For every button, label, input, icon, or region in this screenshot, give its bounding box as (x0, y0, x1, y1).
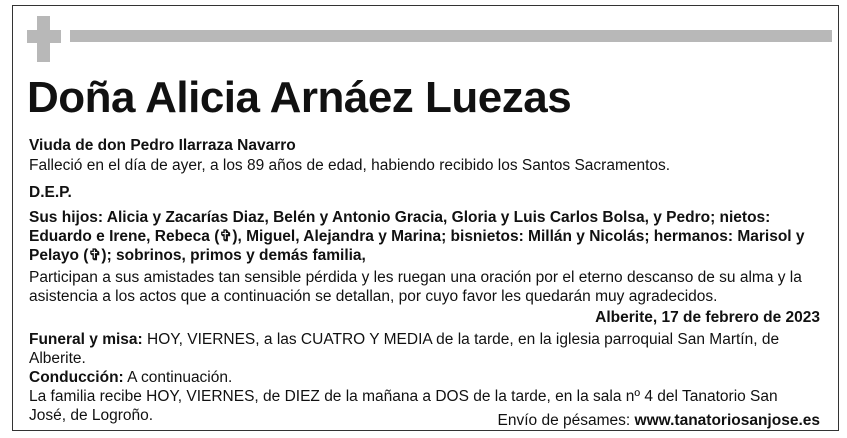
funeral-text: HOY, VIERNES, a las CUATRO Y MEDIA de la tarde, en la iglesia parroquial San Martín, de Alberite. (29, 331, 780, 367)
widow-line: Viuda de don Pedro Ilarraza Navarro (29, 137, 296, 154)
place-date: Alberite, 17 de febrero de 2023 (595, 309, 820, 326)
death-line: Falleció en el día de ayer, a los 89 años de edad, habiendo recibido los Santos Sacramentos. (29, 157, 671, 174)
conduccion-info (29, 368, 809, 387)
family-list: Sus hijos: Alicia y Zacarías Diaz, Belén y Antonio Gracia, Gloria y Luis Carlos Bolsa, y Pedro; nietos: Eduardo e Irene, Rebeca (✞), Miguel, Alejandra y Marina; bisnietos: Millán y Nicolás; hermanos: Marisol y Pelayo (✞); sobrinos, primos y demás familia, (29, 209, 805, 264)
condolences-label: Envío de pésames: (497, 412, 635, 429)
message-paragraph: Participan a sus amistades tan sensible pérdida y les ruegan una oración por el eterno descanso de su alma y la asistencia a los actos que a continuación se detallan, por cuyo favor les quedarán muy agradecidos. (29, 269, 802, 305)
condolences-line (498, 411, 820, 430)
reception-info: La familia recibe HOY, VIERNES, de DIEZ de la mañana a DOS de la tarde, en la sala nº 4 del Tanatorio San José, de Logroño. (29, 388, 778, 424)
funeral-info (29, 330, 809, 368)
header-rule (70, 30, 832, 42)
dep-line: D.E.P. (29, 184, 72, 201)
obituary-card (12, 5, 839, 431)
cross-icon (27, 16, 61, 62)
deceased-name: Doña Alicia Arnáez Luezas (27, 73, 572, 122)
condolences-url[interactable]: www.tanatoriosanjose.es (634, 412, 820, 429)
conduccion-text: A continuación. (123, 369, 233, 386)
funeral-label: Funeral y misa: (29, 331, 143, 348)
conduccion-label: Conducción: (29, 369, 124, 386)
